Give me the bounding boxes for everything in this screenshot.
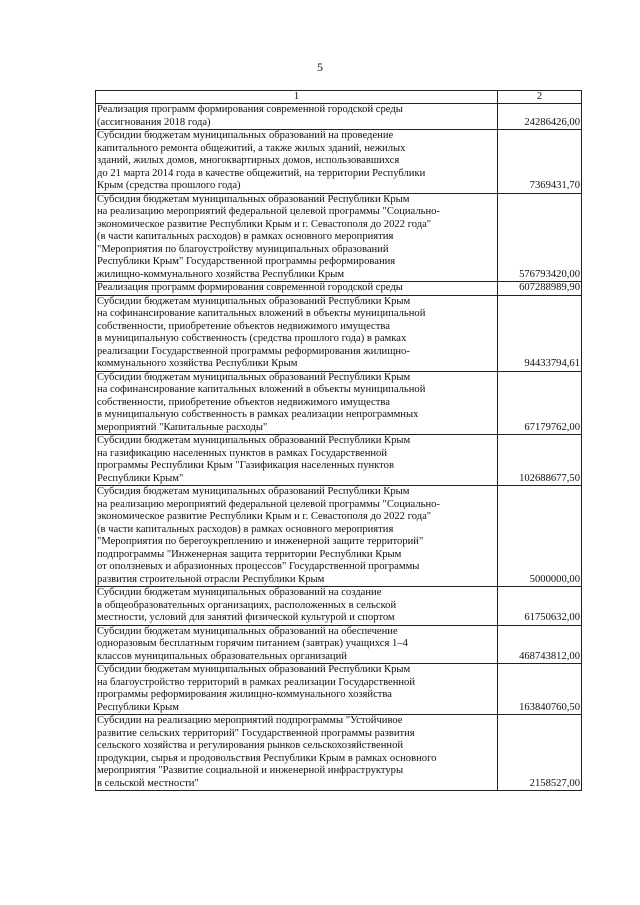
row-description: Субсидии бюджетам муниципальных образований Республики Крым на газификацию населенных пунктов в рамках Государственной программы Республики Крым "Газификация населенных пунктов Республики Крым" xyxy=(96,435,498,486)
table-row xyxy=(96,587,582,626)
column-header-description: 1 xyxy=(96,91,498,104)
row-amount: 24286426,00 xyxy=(498,104,582,130)
table-row xyxy=(96,625,582,664)
row-amount: 102688677,50 xyxy=(498,435,582,486)
row-amount: 5000000,00 xyxy=(498,486,582,587)
row-amount: 576793420,00 xyxy=(498,193,582,282)
row-amount: 163840760,50 xyxy=(498,664,582,715)
row-description: Реализация программ формирования современной городской среды (ассигнования 2018 года) xyxy=(96,104,498,130)
table-header xyxy=(96,91,582,104)
table-body xyxy=(96,104,582,791)
row-description: Субсидия бюджетам муниципальных образований Республики Крым на реализацию мероприятий федеральной целевой программы "Социально- экономическое развитие Республики Крым и г. Севастополя до 2022 года" (в части капитальных расходов) в рамках основного мероприятия "Мероприятия по благоустройству муниципальных образований Республики Крым" Государственной программы реформирования жилищно-коммунального хозяйства Республики Крым xyxy=(96,193,498,282)
row-amount: 67179762,00 xyxy=(498,371,582,435)
row-amount: 61750632,00 xyxy=(498,587,582,626)
table-row xyxy=(96,295,582,371)
table-row xyxy=(96,130,582,194)
header-row xyxy=(96,91,582,104)
table-row xyxy=(96,435,582,486)
column-header-amount: 2 xyxy=(498,91,582,104)
table-row xyxy=(96,486,582,587)
table-row xyxy=(96,104,582,130)
table-row xyxy=(96,282,582,296)
row-amount: 468743812,00 xyxy=(498,625,582,664)
row-amount: 7369431,70 xyxy=(498,130,582,194)
table-row xyxy=(96,715,582,791)
row-description: Субсидии бюджетам муниципальных образований на создание в общеобразовательных организациях, расположенных в сельской местности, условий для занятий физической культурой и спортом xyxy=(96,587,498,626)
row-description: Субсидия бюджетам муниципальных образований Республики Крым на реализацию мероприятий федеральной целевой программы "Социально- экономическое развитие Республики Крым и г. Севастополя до 2022 года" (в части капитальных расходов) в рамках основного мероприятия "Мероприятия по берегоукреплению и инженерной защите территорий" подпрограммы "Инженерная защита территории Республики Крым от оползневых и абразионных процессов" Государственной программы развития строительной отрасли Республики Крым xyxy=(96,486,498,587)
page-number: 5 xyxy=(317,60,323,74)
row-description: Реализация программ формирования современной городской среды xyxy=(96,282,498,296)
row-description: Субсидии на реализацию мероприятий подпрограммы "Устойчивое развитие сельских территорий" Государственной программы развития сельского хозяйства и регулирования рынков сельскохозяйственной продукции, сырья и продовольствия Республики Крым в рамках основного мероприятия "Развитие социальной и инженерной инфраструктуры в сельской местности" xyxy=(96,715,498,791)
row-description: Субсидии бюджетам муниципальных образований на проведение капитального ремонта общежитий, а также жилых зданий, нежилых зданий, жилых домов, многоквартирных домов, использовавшихся до 21 марта 2014 года в качестве общежитий, на территории Республики Крым (средства прошлого года) xyxy=(96,130,498,194)
row-description: Субсидии бюджетам муниципальных образований на обеспечение одноразовым бесплатным горячим питанием (завтрак) учащихся 1–4 классов муниципальных образовательных организаций xyxy=(96,625,498,664)
row-description: Субсидии бюджетам муниципальных образований Республики Крым на благоустройство территорий в рамках реализации Государственной программы реформирования жилищно-коммунального хозяйства Республики Крым xyxy=(96,664,498,715)
budget-table xyxy=(95,90,582,791)
row-amount: 94433794,61 xyxy=(498,295,582,371)
row-amount: 2158527,00 xyxy=(498,715,582,791)
table-row xyxy=(96,371,582,435)
table-row xyxy=(96,193,582,282)
row-description: Субсидии бюджетам муниципальных образований Республики Крым на софинансирование капитальных вложений в объекты муниципальной собственности, приобретение объектов недвижимого имущества в муниципальную собственность в рамках реализации непрограммных мероприятий "Капитальные расходы" xyxy=(96,371,498,435)
row-amount: 607288989,90 xyxy=(498,282,582,296)
row-description: Субсидии бюджетам муниципальных образований Республики Крым на софинансирование капитальных вложений в объекты муниципальной собственности, приобретение объектов недвижимого имущества в муниципальную собственность (средства прошлого года) в рамках реализации Государственной программы реформирования жилищно- коммунального хозяйства Республики Крым xyxy=(96,295,498,371)
table-row xyxy=(96,664,582,715)
